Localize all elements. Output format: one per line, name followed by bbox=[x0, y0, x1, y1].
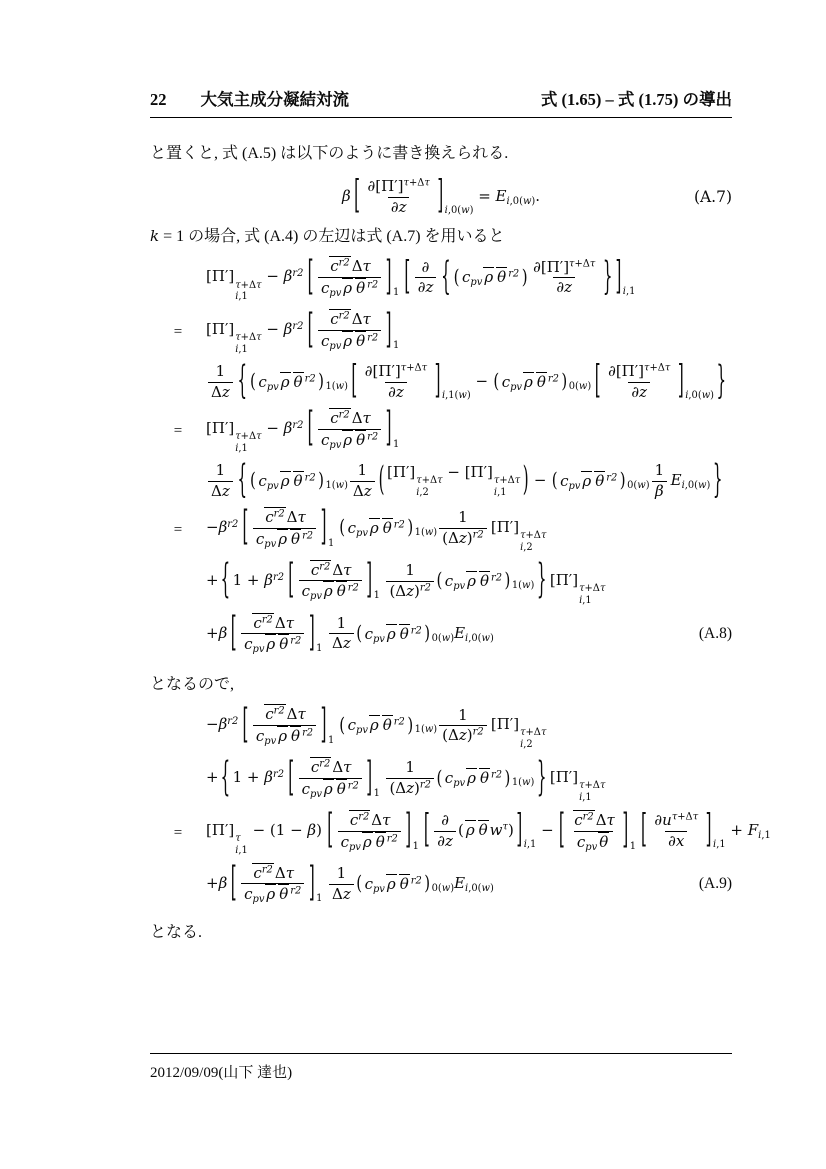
equation-row bbox=[150, 455, 732, 502]
equation-content: $-\beta^{r2}$ [ $c^{r2}$ Δτ cpv ρ θ $^{r2}$ ] 1 ( cpv ρ θ $^{r2}$ ) 1(w) $\frac{1}{(\Delta z)^{r2}}$ [Π′] τ+Δτ i,2 bbox=[206, 501, 547, 553]
right-delimiter: ) bbox=[407, 515, 414, 539]
equation-content: +β [ $c^{r2}$ Δτ cpv ρ θ $^{r2}$ ] 1 $\frac{1}{\Delta z}$ ( cpv ρ θ $^{r2}$ ) 0(w) Ei,0(w) bbox=[206, 857, 494, 906]
right-delimiter: ] bbox=[405, 804, 412, 854]
equation-content: $\frac{1}{\Delta z}$ { ( cpv ρ θ $^{r2}$ ) 1(w) $\frac{1}{\Delta z}$ ( [Π′] τ+Δτ i,2 − [Π′] τ+Δτ i,1 ) − ( cpv ρ θ $^{r2}$ ) 0(w) $\frac{1}{\beta}$ Ei,0(w) } bbox=[206, 461, 723, 501]
left-delimiter: [ bbox=[307, 402, 314, 452]
equation-block-a9 bbox=[150, 698, 771, 906]
equation-row bbox=[150, 804, 771, 857]
equation-content: [Π′] τ+Δτ i,1 − $\beta^{r2}$ [ $c^{r2}$ Δτ cpv ρ θ $^{r2}$ ] 1 bbox=[206, 402, 400, 455]
equation-tag: (A.9) bbox=[698, 875, 732, 893]
left-delimiter: { bbox=[237, 357, 248, 403]
right-delimiter: } bbox=[536, 554, 547, 603]
equation-tag-a7: (A.7) bbox=[693, 188, 733, 207]
equation-content: + { $1 + \beta^{r2}$ [ $c^{r2}$ Δτ cpv ρ θ $^{r2}$ ] 1 $\frac{1}{(\Delta z)^{r2}}$ ( cpv ρ θ $^{r2}$ ) 1(w) } [Π′] τ+Δτ i,1 bbox=[206, 751, 606, 804]
equation-block-a8 bbox=[150, 250, 732, 656]
equation-row bbox=[150, 857, 732, 906]
equation-content: +β [ $c^{r2}$ Δτ cpv ρ θ $^{r2}$ ] 1 $\frac{1}{\Delta z}$ ( cpv ρ θ $^{r2}$ ) 0(w) Ei,0(w) bbox=[206, 607, 494, 656]
left-delimiter: [ bbox=[307, 303, 314, 353]
equation-content: $-\beta^{r2}$ [ $c^{r2}$ Δτ cpv ρ θ $^{r2}$ ] 1 ( cpv ρ θ $^{r2}$ ) 1(w) $\frac{1}{(\Delta z)^{r2}}$ [Π′] τ+Δτ i,2 bbox=[206, 698, 547, 751]
left-delimiter: [ bbox=[641, 806, 647, 852]
right-delimiter: ) bbox=[424, 620, 431, 645]
page-footer bbox=[150, 1053, 732, 1082]
equation-relation: = bbox=[173, 324, 183, 341]
right-delimiter: } bbox=[716, 357, 727, 403]
equation-row bbox=[150, 357, 732, 403]
right-delimiter: } bbox=[536, 751, 547, 801]
equation-row bbox=[150, 303, 732, 356]
left-delimiter: [ bbox=[558, 804, 565, 854]
left-delimiter: ( bbox=[339, 712, 346, 737]
page-content bbox=[150, 86, 771, 945]
equation-relation: = bbox=[173, 423, 183, 440]
equation-content: + { $1 + \beta^{r2}$ [ $c^{r2}$ Δτ cpv ρ θ $^{r2}$ ] 1 $\frac{1}{(\Delta z)^{r2}}$ ( cpv ρ θ $^{r2}$ ) 1(w) } [Π′] τ+Δτ i,1 bbox=[206, 554, 606, 606]
right-delimiter: ] bbox=[320, 698, 327, 748]
left-delimiter: { bbox=[220, 554, 231, 603]
left-delimiter: ( bbox=[436, 567, 443, 592]
right-delimiter: ] bbox=[308, 607, 315, 656]
left-delimiter: [ bbox=[230, 607, 237, 656]
spacer bbox=[540, 188, 732, 206]
left-delimiter: [ bbox=[288, 751, 295, 801]
left-delimiter: ( bbox=[356, 871, 363, 895]
right-delimiter: ) bbox=[407, 712, 414, 737]
right-delimiter: ] bbox=[705, 806, 712, 852]
paragraph-closing: となる. bbox=[150, 924, 203, 942]
equation-content: [Π′] τ+Δτ i,1 − $\beta^{r2}$ [ $c^{r2}$ Δτ cpv ρ θ $^{r2}$ ] 1 [ ∂ ∂z { ( cpv ρ θ $^{r2}$ ) $\frac{\partial[\Pi']^{\tau+\Delta\tau}}{\partial z}$ } ] i,1 bbox=[206, 250, 636, 303]
right-delimiter: ] bbox=[615, 252, 622, 299]
left-delimiter: ( bbox=[250, 369, 256, 393]
equation-relation: = bbox=[173, 825, 183, 841]
right-delimiter: ) bbox=[504, 567, 511, 592]
left-delimiter: ( bbox=[453, 264, 460, 289]
left-delimiter: ( bbox=[250, 467, 256, 492]
left-delimiter: [ bbox=[288, 554, 295, 603]
equation-relation: = bbox=[173, 521, 183, 538]
right-delimiter: ) bbox=[318, 467, 324, 492]
left-delimiter: [ bbox=[594, 357, 601, 403]
left-delimiter: [ bbox=[404, 252, 411, 299]
right-delimiter: ] bbox=[677, 357, 684, 403]
equation-row bbox=[150, 607, 732, 656]
equation-content: [Π′] τ i,1 − (1 − β) [ $c^{r2}$ Δτ cpv ρ θ $^{r2}$ ] 1 [ ∂ ∂z ( ρ θ $w^\tau$) ] i,1 − [ $c^{r2}$ Δτ cpv θ ] 1 [ $\frac{\partial u^{\tau+\Delta\tau}}{\partial x}$ ] i,1 + Fi,1 bbox=[206, 804, 771, 857]
right-delimiter: ) bbox=[424, 871, 431, 895]
left-delimiter: ( bbox=[356, 620, 363, 645]
left-delimiter: ( bbox=[551, 467, 558, 492]
right-delimiter: ) bbox=[561, 369, 568, 393]
right-delimiter: ) bbox=[318, 369, 324, 393]
right-delimiter: ] bbox=[385, 303, 392, 353]
right-delimiter: ] bbox=[385, 250, 392, 300]
left-delimiter: [ bbox=[242, 501, 249, 551]
right-delimiter: ) bbox=[619, 467, 626, 492]
equation-content: $\frac{1}{\Delta z}$ { ( cpv ρ θ $^{r2}$ ) 1(w) [ $\frac{\partial[\Pi']^{\tau+\Delta\tau}}{\partial z}$ ] i,1(w) − ( cpv ρ θ $^{r2}$ ) 0(w) [ $\frac{\partial[\Pi']^{\tau+\Delta\tau}}{\partial z}$ ] i,0(w) } bbox=[206, 362, 727, 402]
left-delimiter: ( bbox=[436, 765, 443, 790]
right-delimiter: ] bbox=[437, 172, 444, 218]
left-delimiter: ( bbox=[493, 369, 500, 393]
right-delimiter: ] bbox=[434, 357, 441, 403]
equation-content: [Π′] τ+Δτ i,1 − $\beta^{r2}$ [ $c^{r2}$ Δτ cpv ρ θ $^{r2}$ ] 1 bbox=[206, 303, 400, 356]
running-title: 大気主成分凝結対流 bbox=[200, 90, 349, 109]
right-delimiter: } bbox=[602, 252, 613, 299]
right-delimiter: } bbox=[712, 455, 723, 502]
left-delimiter: [ bbox=[327, 804, 334, 854]
right-delimiter: ] bbox=[385, 402, 392, 452]
equation-a7 bbox=[150, 172, 733, 218]
right-delimiter: ] bbox=[308, 857, 315, 906]
page-header bbox=[150, 86, 732, 118]
page-number: 22 bbox=[150, 90, 167, 109]
left-delimiter: ( bbox=[339, 515, 346, 539]
equation-tag: (A.8) bbox=[698, 624, 732, 642]
section-range-title: 式 (1.65) – 式 (1.75) の導出 bbox=[540, 90, 732, 109]
right-delimiter: ) bbox=[522, 458, 529, 500]
footer-date-author: 2012/09/09(山下 達也) bbox=[150, 1065, 293, 1081]
paragraph-k1-text: = 1 の場合, 式 (A.4) の左辺は式 (A.7) を用いると bbox=[159, 228, 505, 246]
equation-row bbox=[150, 250, 732, 303]
k-variable: k bbox=[150, 227, 160, 246]
left-delimiter: [ bbox=[230, 857, 237, 906]
paragraph-k1 bbox=[150, 225, 732, 248]
left-delimiter: [ bbox=[351, 357, 358, 403]
right-delimiter: ) bbox=[521, 264, 528, 289]
left-delimiter: { bbox=[220, 751, 231, 801]
right-delimiter: ] bbox=[320, 501, 327, 551]
left-delimiter: [ bbox=[354, 172, 360, 218]
left-delimiter: [ bbox=[423, 806, 430, 852]
left-delimiter: [ bbox=[242, 698, 249, 748]
left-delimiter: [ bbox=[307, 250, 314, 300]
right-delimiter: ] bbox=[366, 554, 373, 603]
right-delimiter: ) bbox=[504, 765, 511, 790]
equation-row bbox=[150, 402, 732, 455]
a7-math: β [ $\frac{\partial[\Pi']^{\tau+\Delta\tau}}{\partial z}$ ] i,0(w) = Ei,0(w). bbox=[341, 172, 541, 218]
left-delimiter: { bbox=[441, 252, 451, 299]
left-delimiter: { bbox=[237, 455, 248, 502]
paragraph-consequence: となるので, bbox=[150, 676, 235, 694]
left-delimiter: ( bbox=[378, 458, 385, 500]
equation-row bbox=[150, 698, 732, 751]
right-delimiter: ] bbox=[516, 806, 523, 852]
right-delimiter: ] bbox=[366, 751, 373, 801]
equation-row bbox=[150, 751, 732, 804]
paragraph-intro: と置くと, 式 (A.5) は以下のように書き換えられる. bbox=[150, 145, 509, 162]
equation-row bbox=[150, 554, 732, 607]
right-delimiter: ] bbox=[622, 804, 629, 854]
equation-row bbox=[150, 501, 732, 554]
